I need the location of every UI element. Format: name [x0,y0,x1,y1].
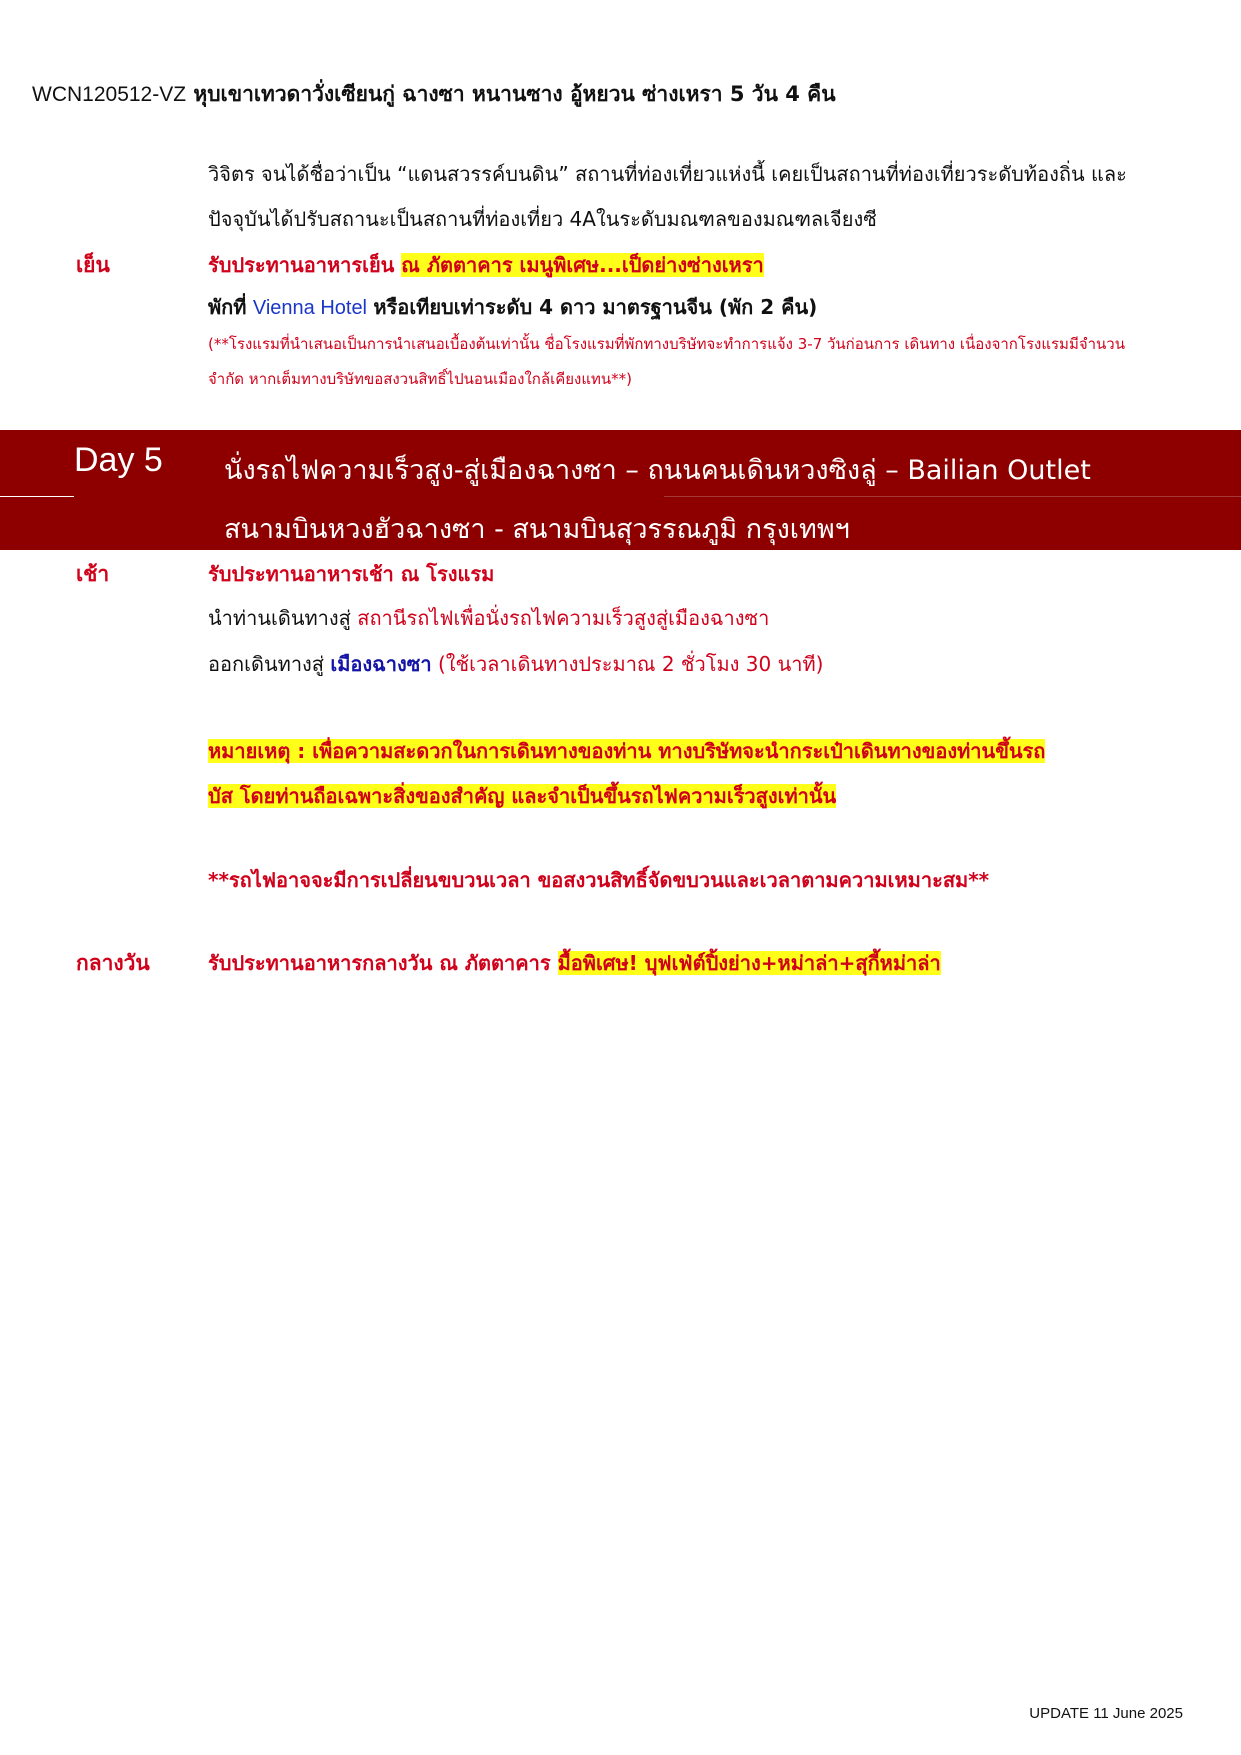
travel-time: (ใช้เวลาเดินทางประมาณ 2 ชั่วโมง 30 นาที) [437,652,824,676]
hotel-line [208,291,817,323]
lunch-line [208,947,941,979]
remark-line-1-text: หมายเหตุ : เพื่อความสะดวกในการเดินทางของท่าน ทางบริษัทจะนำกระเป๋าเดินทางของท่านขึ้นรถ [208,739,1046,763]
city-name: เมืองฉางซา [330,652,432,676]
morning-line-2 [208,648,823,680]
day-label: Day 5 [74,441,163,479]
morning-label: เช้า [76,562,110,586]
document-header [32,78,836,111]
lunch-label: กลางวัน [76,951,150,975]
dinner-text: รับประทานอาหารเย็น [208,253,395,277]
intro-line-1: วิจิตร จนได้ชื่อว่าเป็น “แดนสวรรค์บนดิน” สถานที่ท่องเที่ยวแห่งนี้ เคยเป็นสถานที่ท่องเที่ยวระดับท้องถิ่น และ [208,162,1127,186]
remark-line-1 [208,735,1045,767]
stay-prefix: พักที่ [208,295,247,319]
morning-line-1 [208,602,769,634]
tour-title: หุบเขาเทวดาวั่งเซียนกู่ ฉางซา หนานซาง อู้หยวน ซ่างเหรา 5 วัน 4 คืน [193,82,836,106]
dinner-line [208,249,764,281]
morning-line-2-prefix: ออกเดินทางสู่ [208,652,325,676]
hotel-note-line-2: จำกัด หากเต็มทางบริษัทขอสงวนสิทธิ์ไปนอนเมืองใกล้เคียงแทน**) [208,370,633,388]
lunch-text: รับประทานอาหารกลางวัน ณ ภัตตาคาร [208,951,551,975]
update-date: UPDATE 11 June 2025 [1029,1705,1183,1722]
train-note: **รถไฟอาจจะมีการเปลี่ยนขบวนเวลา ขอสงวนสิทธิ์จัดขบวนและเวลาตามความเหมาะสม** [208,868,990,892]
intro-line-2: ปัจจุบันได้ปรับสถานะเป็นสถานที่ท่องเที่ยว 4Aในระดับมณฑลของมณฑลเจียงซี [208,207,877,231]
stay-suffix: หรือเทียบเท่าระดับ 4 ดาว มาตรฐานจีน (พัก 2 คืน) [373,295,818,319]
hotel-note-line-1: (**โรงแรมที่นำเสนอเป็นการนำเสนอเบื้องต้นเท่านั้น ชื่อโรงแรมที่พักทางบริษัทจะทำการแจ้ง 3-7 วันก่อนการ เดินทาง เนื่องจากโรงแรมมีจำนวน [208,335,1125,353]
remark-line-2-text: บัส โดยท่านถือเฉพาะสิ่งของสำคัญ และจำเป็นขึ้นรถไฟความเร็วสูงเท่านั้น [208,784,837,808]
day-title-line-1: นั่งรถไฟความเร็วสูง-สู่เมืองฉางซา – ถนนคนเดินหวงซิงลู่ – Bailian Outlet [224,455,1091,486]
morning-line-1-prefix: นำท่านเดินทางสู่ [208,606,351,630]
dinner-label: เย็น [76,253,110,277]
train-station-text: สถานีรถไฟเพื่อนั่งรถไฟความเร็วสูงสู่เมืองฉางซา [357,606,770,630]
hotel-name: Vienna Hotel [252,297,368,319]
day-title-line-2: สนามบินหวงฮัวฉางซา - สนามบินสุวรรณภูมิ กรุงเทพฯ [224,514,850,545]
remark-line-2 [208,780,836,812]
tour-code: WCN120512-VZ [32,83,187,106]
dinner-highlight: ณ ภัตตาคาร เมนูพิเศษ...เป็ดย่างซ่างเหรา [401,253,764,277]
breakfast-text: รับประทานอาหารเช้า ณ โรงแรม [208,562,495,586]
lunch-highlight: มื้อพิเศษ! บุฟเฟ่ต์ปิ้งย่าง+หม่าล่า+สุกี้หม่าล่า [557,951,941,975]
